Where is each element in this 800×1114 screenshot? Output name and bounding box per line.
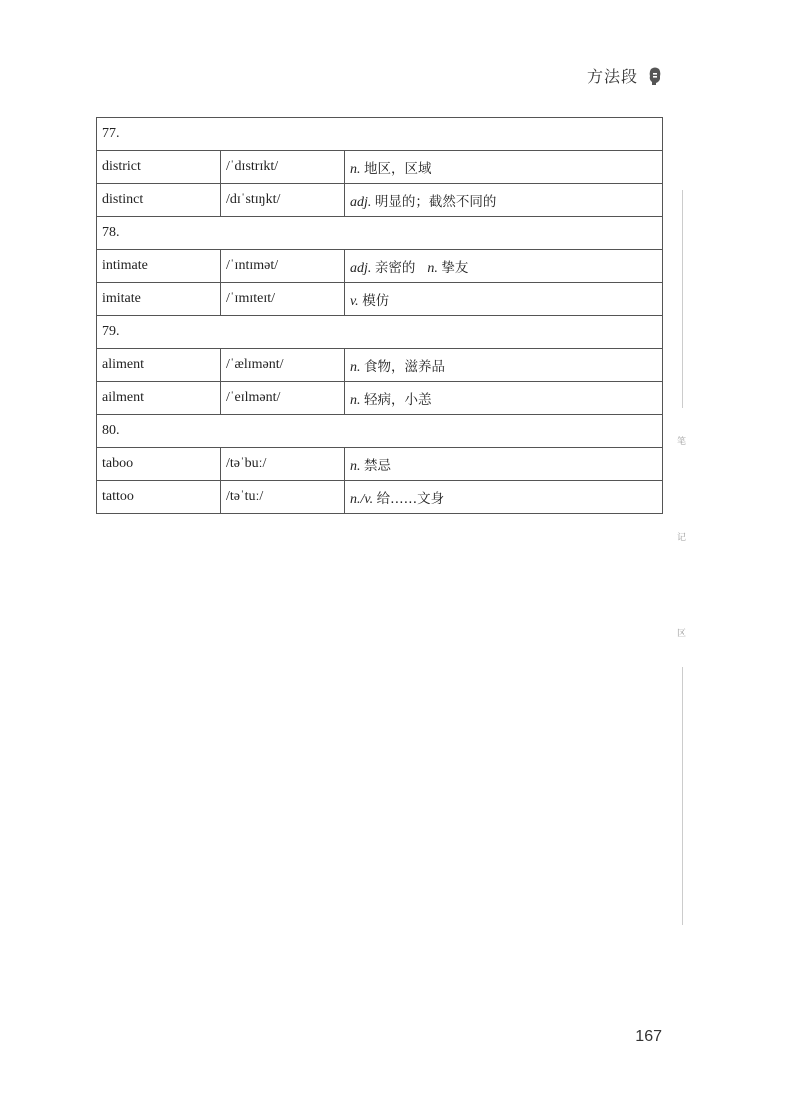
part-of-speech: adj. [350,260,372,276]
table-row [97,250,663,283]
part-of-speech: n. [350,359,361,375]
notes-rail-char: 区 [677,629,687,639]
rail-divider [682,667,683,925]
phonetic: /dɪˈstɪŋkt/ [221,184,345,217]
table-row [97,283,663,316]
group-header-row [97,217,663,250]
part-of-speech: n. [350,392,361,408]
notes-rail-char: 记 [677,533,687,543]
word: imitate [97,283,221,316]
word: intimate [97,250,221,283]
table-row [97,481,663,514]
table-row [97,382,663,415]
phonetic: /təˈtuː/ [221,481,345,514]
rail-divider [682,190,683,408]
word: ailment [97,382,221,415]
definition [345,448,663,481]
word: aliment [97,349,221,382]
definition [345,151,663,184]
group-number: 80. [97,415,663,448]
definition [345,382,663,415]
part-of-speech: n./v. [350,491,374,507]
definition [345,184,663,217]
head-profile-icon [648,67,662,85]
vocabulary-table [96,117,663,514]
table-row [97,184,663,217]
notes-rail-char: 笔 [677,437,687,447]
page-header [587,64,662,87]
word: taboo [97,448,221,481]
part-of-speech: n. [350,161,361,177]
phonetic: /ˈeɪlmənt/ [221,382,345,415]
group-header-row [97,118,663,151]
table-row [97,448,663,481]
section-title: 方法段 [586,67,638,86]
meaning: 明显的；截然不同的 [374,193,497,210]
part-of-speech: n. [350,458,361,474]
notes-area-rail [677,0,702,1114]
group-number: 78. [97,217,663,250]
phonetic: /ˈɪmɪteɪt/ [221,283,345,316]
table-row [97,151,663,184]
meaning: 挚友 [441,259,469,276]
phonetic: /ˈælɪmənt/ [221,349,345,382]
group-header-row [97,316,663,349]
definition [345,283,663,316]
definition [345,481,663,514]
meaning: 模仿 [362,292,390,309]
group-number: 79. [97,316,663,349]
definition [345,349,663,382]
table-row [97,349,663,382]
meaning: 禁忌 [364,457,391,474]
part-of-speech: v. [350,293,359,309]
part-of-speech: n. [427,260,438,276]
definition [345,250,663,283]
word: tattoo [97,481,221,514]
group-header-row [97,415,663,448]
meaning: 轻病，小恙 [364,391,432,408]
phonetic: /ˈdɪstrɪkt/ [221,151,345,184]
group-number: 77. [97,118,663,151]
word: distinct [97,184,221,217]
meaning: 食物，滋养品 [364,358,445,375]
phonetic: /ˈɪntɪmət/ [221,250,345,283]
page-number: 167 [635,1028,662,1045]
meaning: 亲密的 [374,259,416,276]
phonetic: /təˈbuː/ [221,448,345,481]
meaning: 地区，区域 [364,160,432,177]
part-of-speech: adj. [350,194,372,210]
word: district [97,151,221,184]
meaning: 给……文身 [376,490,445,507]
